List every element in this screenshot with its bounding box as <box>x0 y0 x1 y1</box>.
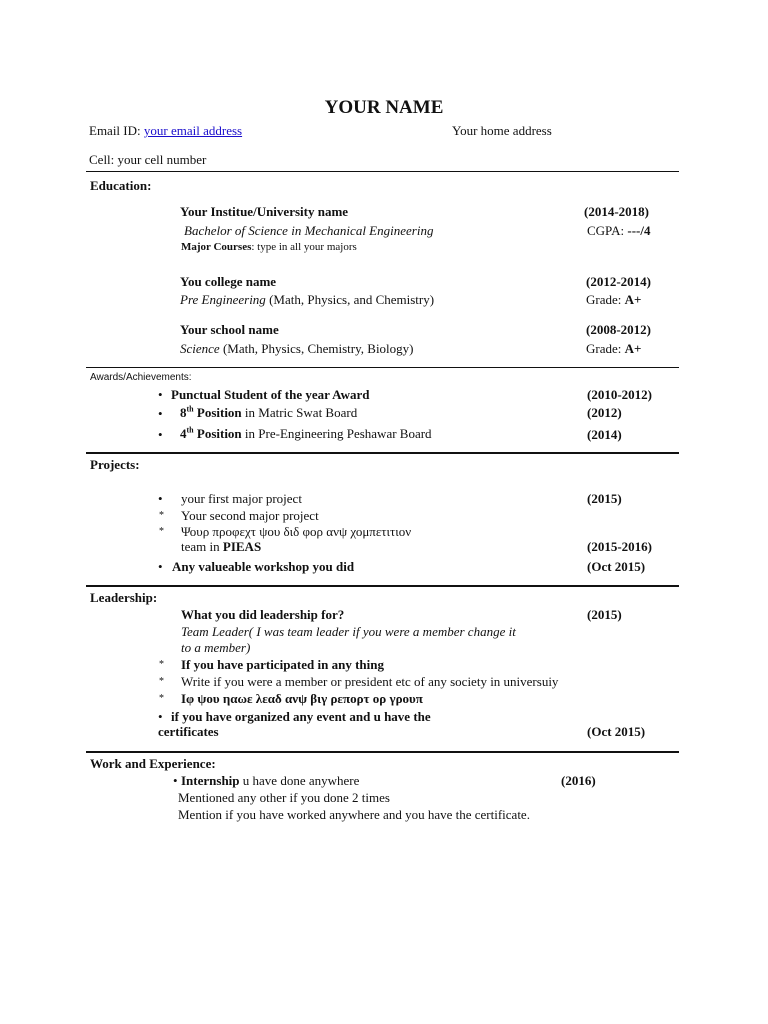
award-detail: in Pre-Engineering Peshawar Board <box>241 426 432 441</box>
work-year: (2016) <box>561 773 596 788</box>
college-grade <box>586 292 641 307</box>
email-link[interactable]: your email address <box>143 123 243 138</box>
university-years: (2014-2018) <box>584 204 649 219</box>
project-item: Ψουρ προφεχτ ψου διδ φορ ανψ χομπετιτιον <box>181 524 412 539</box>
work-item-title: Internship <box>181 773 240 788</box>
divider <box>86 171 679 172</box>
college-program-name: Pre Engineering <box>180 292 266 307</box>
leadership-year <box>587 607 622 622</box>
college-name: You college name <box>180 274 277 289</box>
leadership-heading: Leadership: <box>90 590 158 605</box>
project-year: (2015) <box>587 491 622 506</box>
project-item: Your second major project <box>181 508 319 523</box>
project-org: PIEAS <box>222 539 262 554</box>
leadership-item: Write if you were a member or president etc of any society in universuiy <box>181 674 559 689</box>
bullet-icon: • <box>158 709 163 724</box>
award-position: Position <box>193 426 242 441</box>
work-line: Mention if you have worked anywhere and you have the certificate. <box>178 807 530 822</box>
award-item <box>180 405 357 420</box>
project-item: Any valueable workshop you did <box>172 559 355 574</box>
bullet-icon: • <box>173 773 178 788</box>
award-item <box>180 426 432 441</box>
school-subjects: (Math, Physics, Chemistry, Biology) <box>219 341 414 356</box>
leadership-item-continued: certificates <box>158 724 219 739</box>
bullet-icon: • <box>158 559 163 574</box>
work-line: Mentioned any other if you done 2 times <box>178 790 390 805</box>
leadership-year-value: (2015) <box>587 607 622 622</box>
leadership-item: if you have organized any event and u have the <box>171 709 431 724</box>
leadership-title: What you did leadership for? <box>181 607 345 622</box>
work-item-detail: u have done anywhere <box>239 773 360 788</box>
project-item: your first major project <box>181 491 302 506</box>
star-bullet-icon: * <box>159 526 164 537</box>
star-bullet-icon: * <box>159 693 164 704</box>
major-courses-label: Major Courses <box>181 241 252 253</box>
school-program <box>180 341 414 356</box>
college-grade-label: Grade: <box>586 292 625 307</box>
project-item-text: team in <box>181 539 223 554</box>
work-item <box>181 773 359 788</box>
divider <box>86 452 679 454</box>
divider <box>86 585 679 587</box>
college-years: (2012-2014) <box>586 274 651 289</box>
bullet-icon: • <box>158 406 163 421</box>
email-label: Email ID: <box>89 123 144 138</box>
project-year: (2015-2016) <box>587 539 652 554</box>
major-courses-text: : type in all your majors <box>251 241 357 253</box>
star-bullet-icon: * <box>159 676 164 687</box>
leadership-item-year: (Oct 2015) <box>587 724 646 739</box>
bullet-icon: • <box>158 491 163 506</box>
resume-name: YOUR NAME <box>324 97 444 118</box>
star-bullet-icon: * <box>159 659 164 670</box>
school-grade-label: Grade: <box>586 341 625 356</box>
email-line <box>89 123 242 138</box>
university-name: Your Institue/University name <box>180 204 349 219</box>
award-rank: 4 <box>180 426 187 441</box>
college-subjects: (Math, Physics, and Chemistry) <box>265 292 435 307</box>
star-bullet-icon: * <box>159 510 164 521</box>
award-years: (2010-2012) <box>587 387 652 402</box>
award-detail: in Matric Swat Board <box>241 405 358 420</box>
bullet-icon: • <box>158 387 163 402</box>
award-rank-suffix: th <box>186 404 194 414</box>
award-rank: 8 <box>180 405 187 420</box>
award-years: (2012) <box>587 405 622 420</box>
leadership-role: Team Leader( I was team leader if you were a member change it <box>181 624 516 639</box>
school-grade-value: A+ <box>624 341 642 356</box>
home-address: Your home address <box>452 123 552 138</box>
divider <box>86 367 679 368</box>
cgpa-label: CGPA: <box>587 223 628 238</box>
school-program-name: Science <box>180 341 220 356</box>
project-item-continued <box>181 539 261 554</box>
cgpa <box>587 223 650 238</box>
divider <box>86 751 679 753</box>
award-position: Position <box>193 405 242 420</box>
projects-heading: Projects: <box>90 457 140 472</box>
award-years: (2014) <box>587 427 622 442</box>
leadership-item: If you have participated in any thing <box>181 657 384 672</box>
leadership-role-continued: to a member) <box>181 640 251 655</box>
major-courses <box>181 241 357 254</box>
award-rank-suffix: th <box>186 425 194 435</box>
project-year: (Oct 2015) <box>587 559 646 574</box>
award-item: Punctual Student of the year Award <box>171 387 370 402</box>
bullet-icon: • <box>158 427 163 442</box>
education-heading: Education: <box>90 178 152 193</box>
college-program <box>180 292 434 307</box>
cell-number: Cell: your cell number <box>89 152 207 167</box>
leadership-item: Ιφ ψου ηαωε λεαδ ανψ βιγ ρεπορτ ορ γρουπ <box>181 691 423 706</box>
college-grade-value: A+ <box>624 292 642 307</box>
degree: Bachelor of Science in Mechanical Engineering <box>184 223 434 238</box>
awards-heading: Awards/Achievements: <box>90 372 192 383</box>
school-name: Your school name <box>180 322 279 337</box>
cgpa-value: ---/4 <box>627 223 651 238</box>
work-heading: Work and Experience: <box>90 756 216 771</box>
school-years: (2008-2012) <box>586 322 651 337</box>
school-grade <box>586 341 641 356</box>
